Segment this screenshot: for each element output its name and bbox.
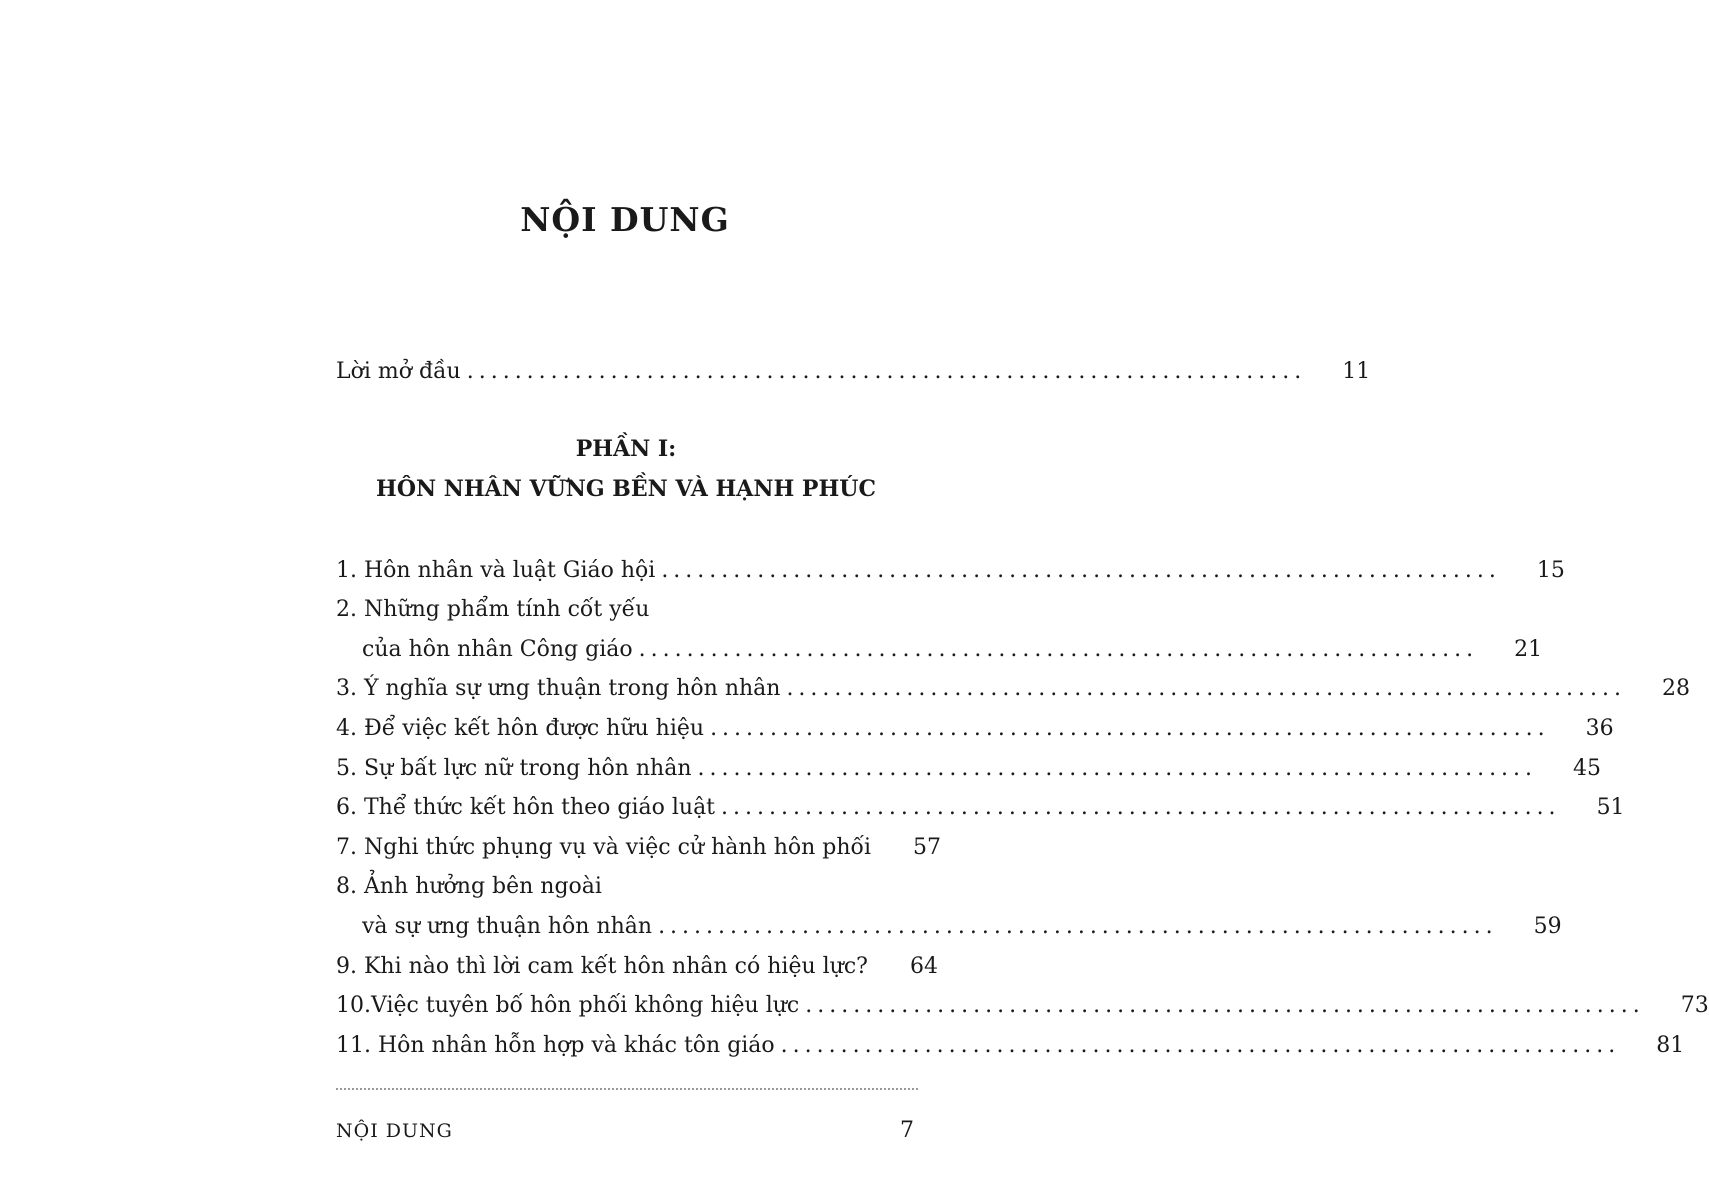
toc-page-number: 64: [909, 954, 938, 979]
toc-entry-label: 6. Thể thức kết hôn theo giáo luật: [336, 795, 716, 820]
toc-page-number: 15: [1536, 558, 1565, 583]
dot-leader: ......................................................................: [780, 1033, 1621, 1058]
toc-page-number: 36: [1585, 716, 1614, 741]
toc-entry-intro: [336, 352, 1371, 392]
toc-entry-label: 9. Khi nào thì lời cam kết hôn nhân có hiệu lực?: [336, 954, 868, 979]
toc-entry: [336, 947, 938, 987]
dot-leader: ......................................................................: [466, 359, 1307, 384]
footer-divider: [336, 1088, 918, 1090]
toc-page-number: 28: [1661, 676, 1690, 701]
toc-entry-label: của hôn nhân Công giáo: [362, 637, 633, 662]
toc-page-number: 81: [1656, 1033, 1685, 1058]
dot-leader: ......................................................................: [721, 795, 1561, 820]
toc-entry-label: 5. Sự bất lực nữ trong hôn nhân: [336, 756, 692, 781]
toc-entry: [336, 749, 1602, 789]
dot-leader: ......................................................................: [658, 914, 1498, 939]
dot-leader: ......................................................................: [661, 558, 1501, 583]
toc-entry-label: 3. Ý nghĩa sự ưng thuận trong hôn nhân: [336, 676, 781, 701]
toc-page-number: 51: [1596, 795, 1625, 820]
toc-entry-label: 4. Để việc kết hôn được hữu hiệu: [336, 716, 705, 741]
toc-entry-label: 2. Những phẩm tính cốt yếu: [336, 597, 650, 622]
toc-entry-label: và sự ưng thuận hôn nhân: [362, 914, 653, 939]
dot-leader: ......................................................................: [697, 756, 1538, 781]
toc-page-number: 59: [1533, 914, 1562, 939]
toc-entry-label: Lời mở đầu: [336, 359, 461, 384]
toc-entry-label: 1. Hôn nhân và luật Giáo hội: [336, 558, 656, 583]
footer-page-number: 7: [900, 1118, 914, 1143]
dot-leader: ......................................................................: [638, 637, 1479, 662]
dot-leader: ......................................................................: [805, 993, 1645, 1018]
toc-page-number: 73: [1680, 993, 1709, 1018]
toc-page-number: 57: [913, 835, 942, 860]
toc-entry: [336, 828, 942, 868]
page-title: NỘI DUNG: [520, 200, 730, 239]
toc-entry: [336, 669, 1690, 709]
toc-entry-label: 7. Nghi thức phụng vụ và việc cử hành hôn phối: [336, 835, 872, 860]
toc-entry: [336, 1026, 1685, 1066]
running-footer-title: NỘI DUNG: [336, 1120, 453, 1142]
toc-entry-continuation: [336, 630, 1543, 670]
toc-entry: [336, 590, 916, 630]
toc-entry: [336, 551, 1565, 591]
part-title: HÔN NHÂN VỮNG BỀN VÀ HẠNH PHÚC: [376, 476, 876, 502]
part-number: PHẦN I:: [575, 436, 677, 462]
toc-entry-label: 8. Ảnh hưởng bên ngoài: [336, 874, 602, 899]
dot-leader: ......................................................................: [786, 676, 1626, 701]
toc-entry-label: 10.Việc tuyên bố hôn phối không hiệu lực: [336, 993, 800, 1018]
dot-leader: ......................................................................: [710, 716, 1550, 741]
toc-entry: [336, 709, 1614, 749]
toc-page-number: 45: [1573, 756, 1602, 781]
toc-entry-label: 11. Hôn nhân hỗn hợp và khác tôn giáo: [336, 1033, 775, 1058]
toc-entry-continuation: [336, 907, 1562, 947]
toc-entry: [336, 986, 1709, 1026]
toc-page-number: 21: [1514, 637, 1543, 662]
toc-entry: [336, 867, 916, 907]
toc-page-number: 11: [1342, 359, 1371, 384]
toc-entry: [336, 788, 1625, 828]
